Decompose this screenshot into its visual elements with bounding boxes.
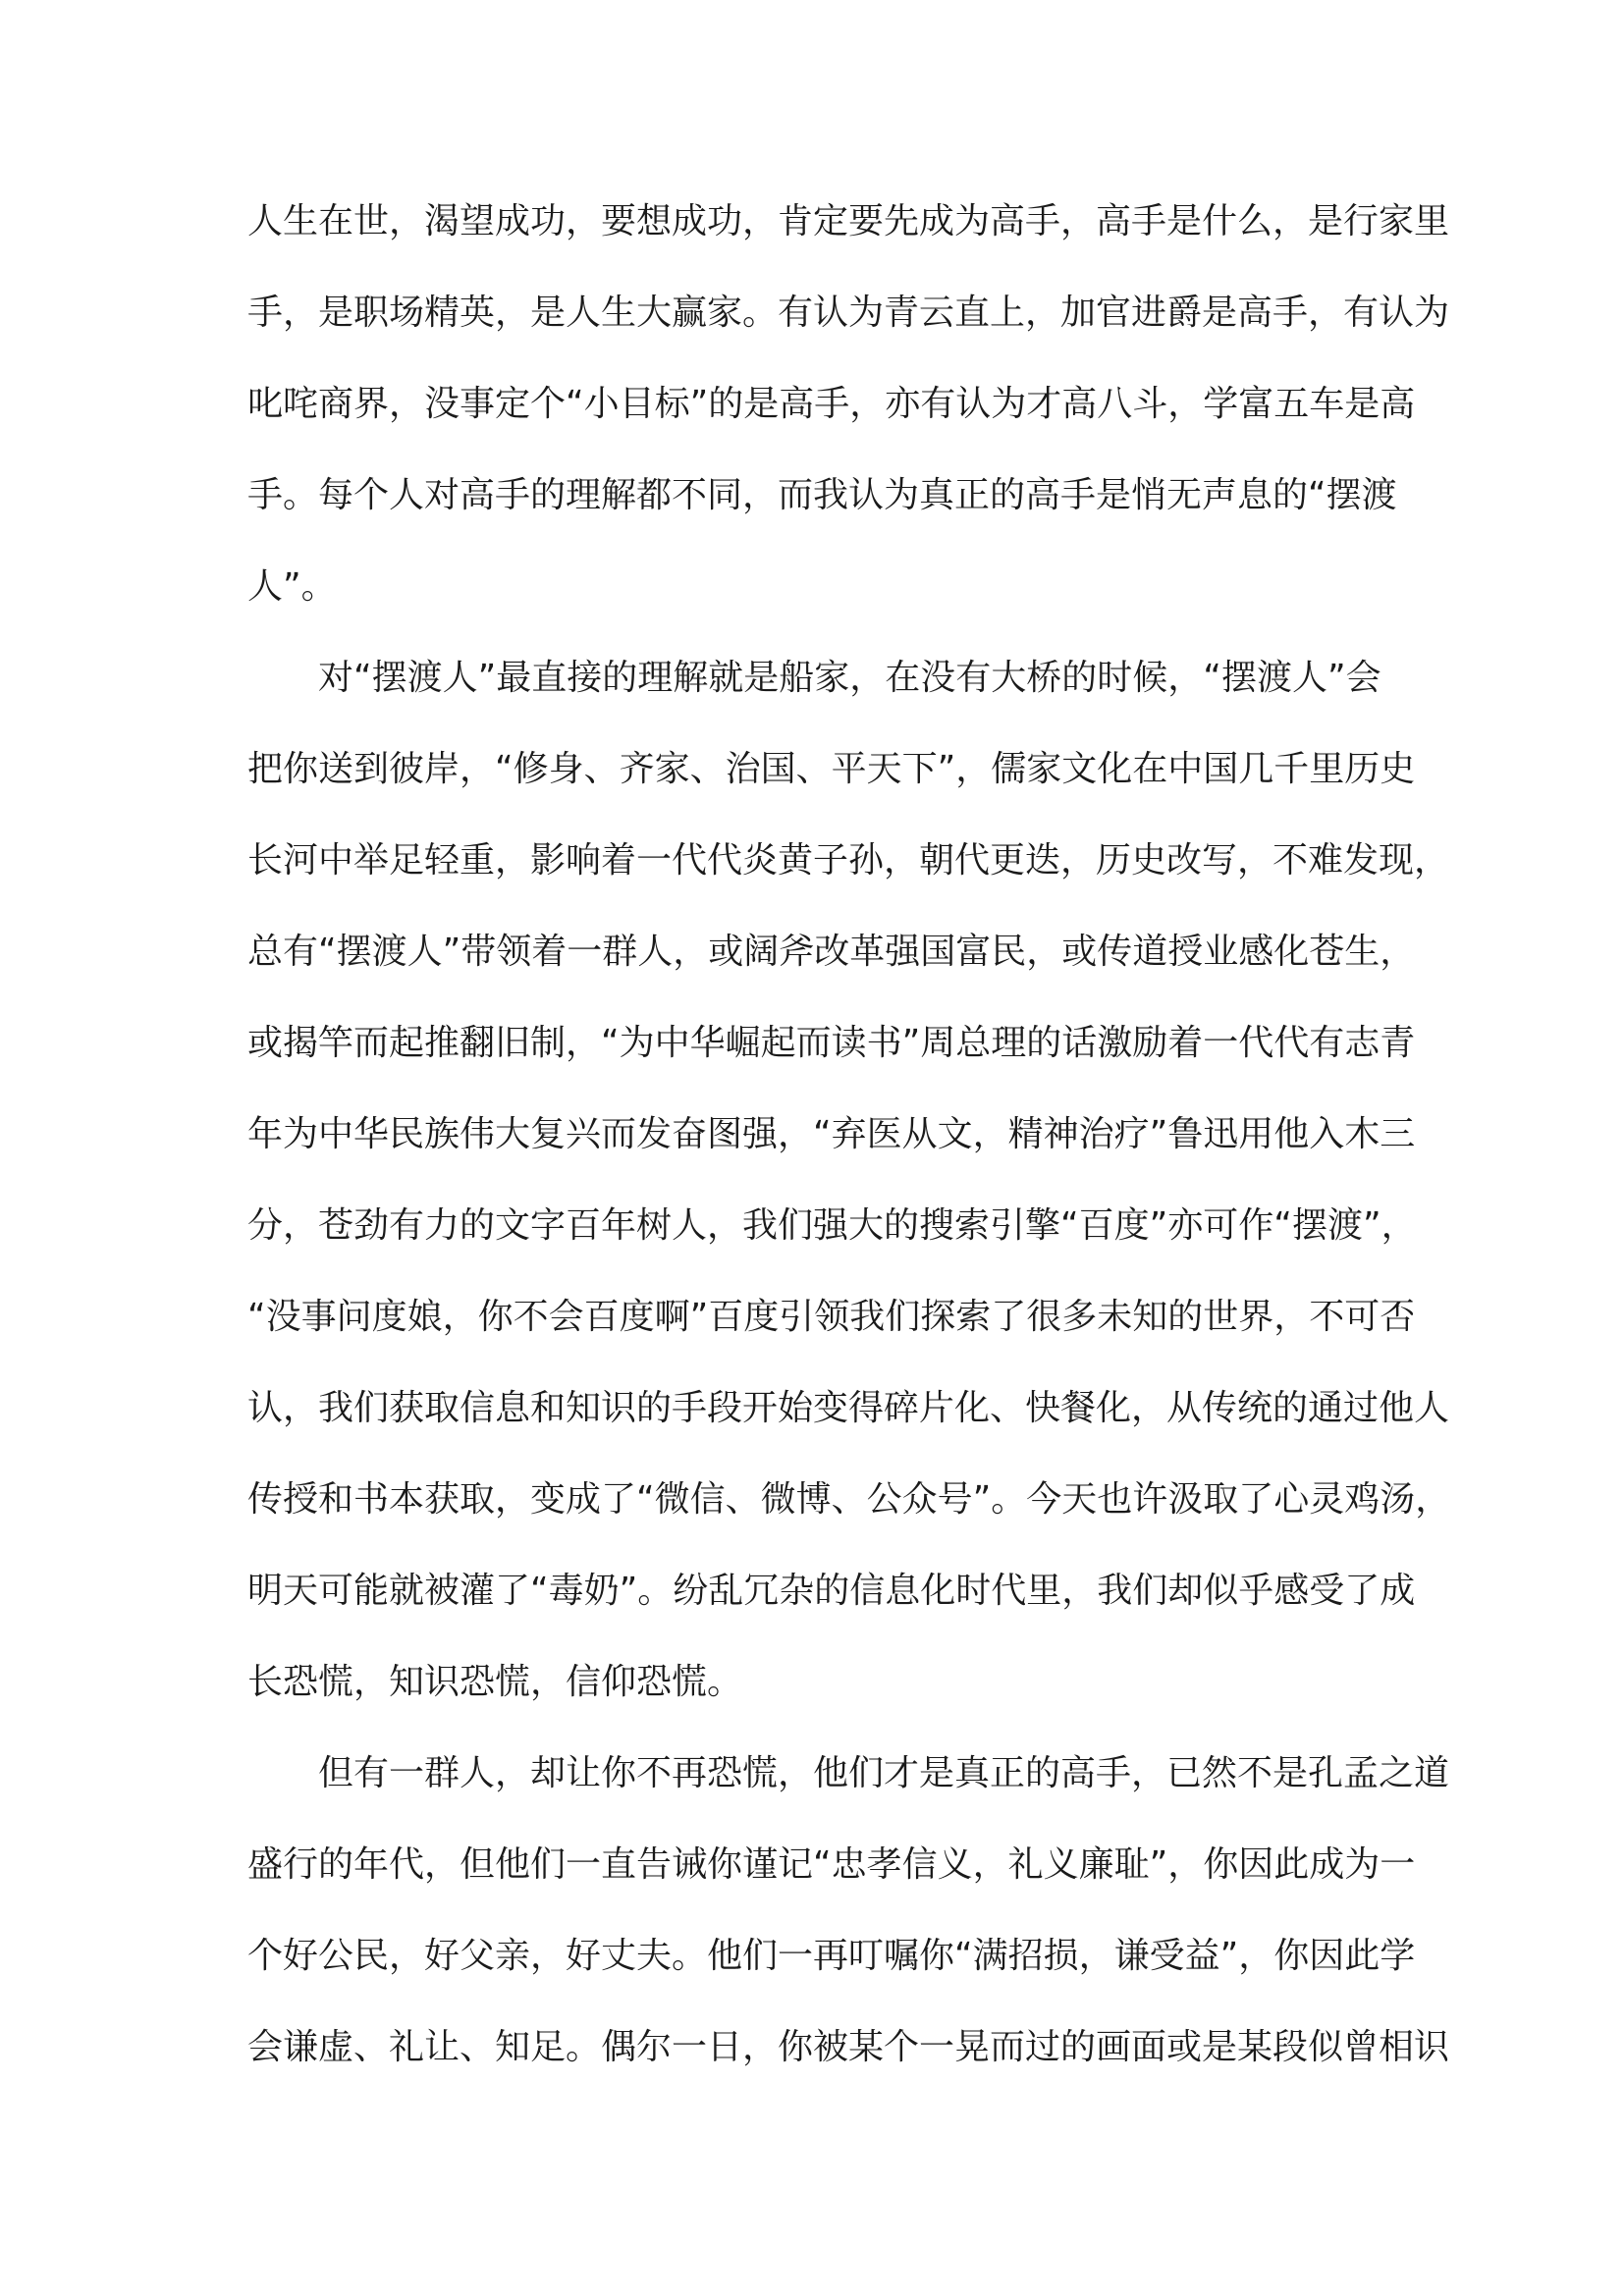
text-line: 手，是职场精英，是人生大赢家。有认为青云直上，加官进爵是高手，有认为 — [247, 293, 1450, 333]
text-line: 但有一群人，却让你不再恐慌，他们才是真正的高手，已然不是孔孟之道 — [318, 1753, 1450, 1793]
text-line: 明天可能就被灌了“毒奶”。纷乱冗杂的信息化时代里，我们却似乎感受了成 — [247, 1571, 1416, 1611]
text-line: 长恐慌，知识恐慌，信仰恐慌。 — [247, 1662, 743, 1702]
text-line: 叱咤商界，没事定个“小目标”的是高手，亦有认为才高八斗，学富五车是高 — [247, 384, 1416, 424]
text-line: 或揭竿而起推翻旧制，“为中华崛起而读书”周总理的话激励着一代代有志青 — [247, 1023, 1416, 1063]
text-line: 人生在世，渴望成功，要想成功，肯定要先成为高手，高手是什么，是行家里 — [247, 201, 1450, 241]
text-line: “没事问度娘，你不会百度啊”百度引领我们探索了很多未知的世界，不可否 — [247, 1297, 1416, 1337]
text-line: 长河中举足轻重，影响着一代代炎黄子孙，朝代更迭，历史改写，不难发现， — [247, 840, 1450, 881]
body-text — [247, 192, 1451, 2109]
text-line: 传授和书本获取，变成了“微信、微博、公众号”。今天也许汲取了心灵鸡汤， — [247, 1479, 1451, 1520]
text-line: 分，苍劲有力的文字百年树人，我们强大的搜索引擎“百度”亦可作“摆渡”， — [247, 1205, 1417, 1246]
text-line: 对“摆渡人”最直接的理解就是船家，在没有大桥的时候，“摆渡人”会 — [318, 658, 1381, 698]
text-line: 盛行的年代，但他们一直告诫你谨记“忠孝信义，礼义廉耻”，你因此成为一 — [247, 1844, 1416, 1885]
text-line: 人”。 — [247, 566, 337, 607]
text-line: 总有“摆渡人”带领着一群人，或阔斧改革强国富民，或传道授业感化苍生， — [247, 932, 1416, 972]
text-line: 手。每个人对高手的理解都不同，而我认为真正的高手是悄无声息的“摆渡 — [247, 475, 1397, 515]
text-line: 把你送到彼岸，“修身、齐家、治国、平天下”，儒家文化在中国几千里历史 — [247, 749, 1416, 789]
text-line: 会谦虚、礼让、知足。偶尔一日，你被某个一晃而过的画面或是某段似曾相识 — [247, 2027, 1450, 2067]
text-line: 个好公民，好父亲，好丈夫。他们一再叮嘱你“满招损，谦受益”，你因此学 — [247, 1936, 1416, 1976]
text-line: 年为中华民族伟大复兴而发奋图强，“弃医从文，精神治疗”鲁迅用他入木三 — [247, 1114, 1416, 1154]
text-line: 认，我们获取信息和知识的手段开始变得碎片化、快餐化，从传统的通过他人 — [247, 1388, 1450, 1428]
